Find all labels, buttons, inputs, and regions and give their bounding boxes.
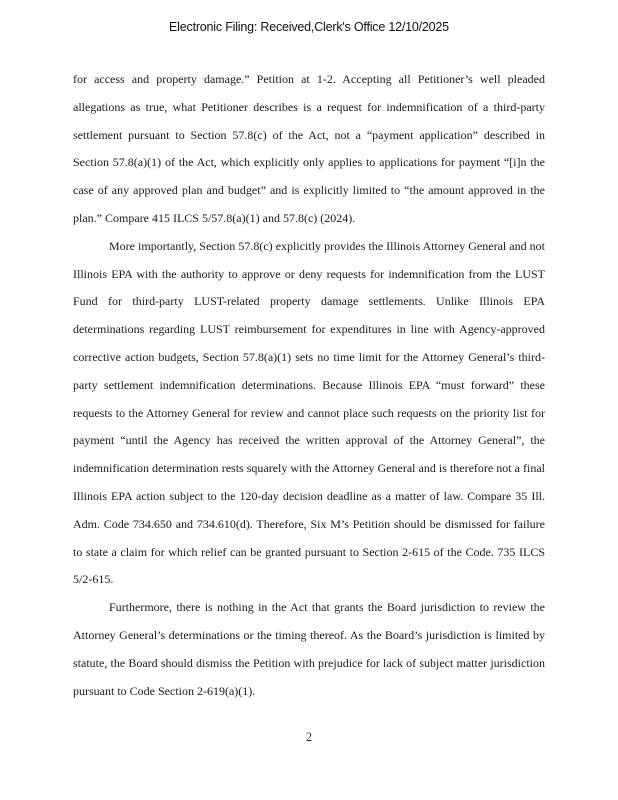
document-body (73, 66, 545, 705)
filing-stamp-header: Electronic Filing: Received,Clerk's Office 12/10/2025 (169, 20, 449, 34)
page-number: 2 (305, 730, 313, 744)
paragraph-continuation: for access and property damage.” Petition at 1-2. Accepting all Petitioner’s well pleaded allegations as true, what Petitioner describes is a request for indemnification of a third-party settlement pursuant to Section 57.8(c) of the Act, not a “payment application” described in Section 57.8(a)(1) of the Act, which explicitly only applies to applications for payment “[i]n the case of any approved plan and budget” and is explicitly limited to “the amount approved in the plan.” Compare 415 ILCS 5/57.8(a)(1) and 57.8(c) (2024). (73, 72, 545, 225)
paragraph-attorney-general-authority: More importantly, Section 57.8(c) explicitly provides the Illinois Attorney General and not Illinois EPA with the authority to approve or deny requests for indemnification from the LUST Fund for third-party LUST-related property damage settlements. Unlike Illinois EPA determinations regarding LUST reimbursement for expenditures in line with Agency-approved corrective action budgets, Section 57.8(a)(1) sets no time limit for the Attorney General’s third-party settlement indemnification determinations. Because Illinois EPA “must forward” these requests to the Attorney General for review and cannot place such requests on the priority list for payment “until the Agency has received the written approval of the Attorney General”, the indemnification determination rests squarely with the Attorney General and is therefore not a final Illinois EPA action subject to the 120-day decision deadline as a matter of law. Compare 35 Ill. Adm. Code 734.650 and 734.610(d). Therefore, Six M’s Petition should be dismissed for failure to state a claim for which relief can be granted pursuant to Section 2-615 of the Code. 735 ILCS 5/2-615. (73, 238, 545, 587)
paragraph-board-jurisdiction: Furthermore, there is nothing in the Act that grants the Board jurisdiction to review the Attorney General’s determinations or the timing thereof. As the Board’s jurisdiction is limited by statute, the Board should dismiss the Petition with prejudice for lack of subject matter jurisdiction pursuant to Code Section 2-619(a)(1). (73, 600, 545, 698)
